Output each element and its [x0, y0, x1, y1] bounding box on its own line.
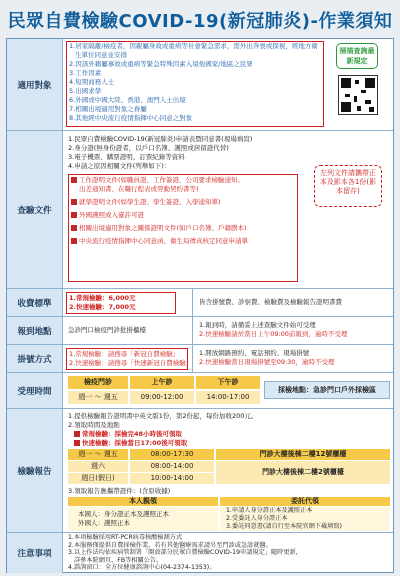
list-item: 4.申請之原因相關文件(列舉如下)：	[68, 162, 171, 170]
registration-rules	[192, 345, 393, 372]
list-item: 出差通知書、在職行程表或勞動契約書等)	[79, 185, 199, 193]
bullet-icon	[74, 431, 80, 437]
bullet-icon	[71, 238, 77, 244]
content-applicable	[64, 39, 393, 130]
label-notes: 注意事項	[7, 533, 63, 573]
self-pickup-local: 本國人：身分證正本及護照正本	[78, 510, 169, 518]
documents-sub-list	[71, 176, 297, 246]
label-hours: 受理時間	[7, 373, 63, 408]
list-item: 8.其他經中央流行疫情指揮中心同意之對象	[69, 114, 193, 122]
list-item: 1.常規檢驗：請搜尋「新冠自費檢驗」	[69, 350, 180, 358]
list-item: 2.快速檢驗請於當日上午09:00前報到，逾時不受理	[199, 330, 348, 338]
row-report	[7, 409, 393, 533]
list-item: 外國護照或入臺許可證	[71, 211, 297, 220]
pickup-day-1: 週一 ～ 週五	[68, 449, 128, 460]
list-item: 3.以上作法均依疾病管制署「開放部分民眾自費檢驗COVID-19申請規定」隨時更新，	[68, 549, 302, 557]
content-notes	[64, 533, 393, 573]
list-item: 中央流行疫情指揮中心同意函、衛生局傳真核定同意申請單	[71, 237, 297, 246]
page-title: 民眾自費檢驗COVID-19(新冠肺炎)-作業須知	[7, 11, 393, 32]
documents-note: 左列文件請攜帶正本及影本各1份(影本留存)	[314, 165, 382, 207]
label-applicable: 適用對象	[7, 39, 63, 130]
list-item: 2.受委託人身分證正本	[226, 515, 288, 522]
documents-list	[68, 135, 338, 171]
hours-am: 09:00-12:00	[130, 391, 194, 404]
hours-pm: 14:00-17:00	[196, 391, 260, 404]
self-pickup-foreign: 外國人：護照正本	[78, 519, 130, 527]
content-report	[64, 409, 393, 532]
location-place: 急診門口檢疫門診批掛櫃檯	[68, 326, 146, 334]
list-item: 1.提供檢驗報告證明書中英文版1份，第2份起，每份加收200元。	[68, 412, 258, 420]
list-item: 常規檢驗：採檢完48小時後可領取	[68, 430, 390, 439]
content-registration	[64, 345, 393, 372]
info-table	[6, 38, 394, 573]
report-bring-title: 3.領取報告應攜帶證件：(含原收據)	[68, 487, 171, 495]
label-registration: 掛號方式	[7, 345, 63, 372]
row-hours	[7, 373, 393, 409]
list-item: 2.因該外籍屬事故或重病等緊急特殊因素入境他國家/地區之民眾	[69, 60, 253, 68]
label-fee: 收費標準	[7, 289, 63, 316]
content-hours	[64, 373, 393, 408]
bullet-icon	[71, 199, 77, 205]
label-location: 報到地點	[7, 317, 63, 344]
notes-list	[68, 534, 390, 572]
list-item: 1.居家隔離/檢疫者，因親屬身故或重病等社會緊急需求，需外出奔喪或探視，經地方衛	[69, 42, 318, 50]
list-item: 相關出境適用對象之關係證明文件(如戶口名簿、戶籍謄本)	[71, 224, 297, 233]
list-item: 2.本服務僅提供自費採檢作業，若有其他醫療需求請另至門診或急診就醫。	[68, 541, 272, 549]
list-item: 1.申請人身分證正本及護照正本	[226, 507, 313, 514]
hours-location-note: 採檢地點：急診門口戶外採檢區	[264, 381, 390, 399]
content-documents	[64, 131, 393, 288]
row-fee	[7, 289, 393, 317]
location-lines	[192, 317, 393, 344]
registration-search	[69, 350, 192, 368]
list-item: 快速檢驗：採檢當日17:00後可領取	[68, 439, 390, 448]
list-item: 2.快速檢驗當日現場掛號至09:30，逾時不受理	[199, 358, 335, 366]
bullet-icon	[71, 212, 77, 218]
list-item: 3.工作因素	[69, 69, 102, 77]
content-location	[64, 317, 393, 344]
self-pickup-header: 本人親領	[68, 497, 218, 506]
pickup-place-2: 門診大樓後棟二樓2號櫃檯	[216, 461, 390, 484]
list-item: 1.民眾自費檢驗COVID-19(新冠肺炎)申請表暨同意書(現場填寫)	[68, 135, 253, 143]
content-fee	[64, 289, 393, 316]
list-item: 2.身分證(無身份證者，以戶口名簿、護照或居留證代替)	[68, 144, 229, 152]
pickup-place-1: 門診大樓後棟二樓12號櫃檯	[216, 449, 390, 460]
list-item: 4.諮詢窗口：全方位健康諮詢中心(04-2374-1353)。	[68, 564, 216, 572]
list-item: 就學證明文件(如學生證、學生簽證、入學通知單)	[71, 198, 297, 207]
list-item: 6.外國或中國大陸、香港、澳門人士出境	[69, 96, 186, 104]
list-item: 5.出國求學	[69, 87, 102, 95]
report-lines	[68, 412, 390, 448]
list-item: 3.電子機票、購票證明、訂票紀錄等資料	[68, 153, 185, 161]
pickup-day-2: 週六	[68, 461, 128, 472]
row-location	[7, 317, 393, 345]
hours-header-pm: 下午診	[196, 376, 260, 389]
fee-regular: 1.常規檢驗：6,000元	[69, 294, 136, 302]
scan-badge: 掃描查詢最新規定	[336, 43, 378, 69]
list-item: 生單位同意並安排	[75, 51, 127, 59]
list-item: 詳參本院網頁、FB等相關公告。	[74, 556, 163, 564]
list-item: 2.快速檢驗：請搜尋「快速新冠自費檢驗」	[69, 359, 193, 367]
bullet-icon	[74, 440, 80, 446]
pickup-time-2: 08:00-14:00	[130, 461, 214, 472]
list-item: 1.本項檢驗採用RT-PCR病毒核酸檢測方式	[68, 534, 183, 541]
qr-code-icon[interactable]	[338, 75, 378, 115]
hours-days: 週一 ～ 週五	[68, 391, 128, 404]
row-notes	[7, 533, 393, 573]
row-applicable	[7, 39, 393, 131]
bullet-icon	[71, 225, 77, 231]
label-report: 檢驗報告	[7, 409, 63, 532]
list-item: 4.短期商務人士	[69, 78, 115, 86]
proxy-pickup-header: 委託代領	[220, 497, 390, 506]
bullet-icon	[71, 177, 77, 183]
list-item: 2.領取時間及地點	[68, 421, 120, 429]
fee-note: 皆含掛號費、診察費、檢驗費及檢驗報告證明書費	[192, 289, 393, 316]
label-documents: 查驗文件	[7, 131, 63, 288]
proxy-pickup-docs	[220, 507, 390, 531]
list-item: 1.開放網路預約、電話預約、現場掛號	[199, 349, 310, 357]
list-item: 工作證明文件(如職員證、工作簽證、公司要求檢驗通知、	[71, 176, 297, 185]
hours-header-clinic: 檢疫門診	[68, 376, 128, 389]
list-item: 3.委託同意書(請自行至本院官網下載填寫)	[226, 523, 342, 530]
self-pickup-docs	[68, 507, 218, 531]
row-documents	[7, 131, 393, 289]
fee-rapid: 2.快速檢驗：7,000元	[69, 303, 136, 311]
pickup-time-1: 08:00-17:30	[130, 449, 214, 460]
fee-list	[69, 294, 136, 312]
row-registration	[7, 345, 393, 373]
hours-header-am: 上午診	[130, 376, 194, 389]
list-item: 7.相關出境適用對象之眷屬	[69, 105, 147, 113]
applicable-list	[69, 42, 323, 123]
pickup-time-3: 10:00-14:00	[130, 473, 214, 484]
list-item: 1.報到時，請備妥上述查驗文件始可受理	[199, 321, 316, 329]
pickup-day-3: 週日(假日)	[68, 473, 128, 484]
